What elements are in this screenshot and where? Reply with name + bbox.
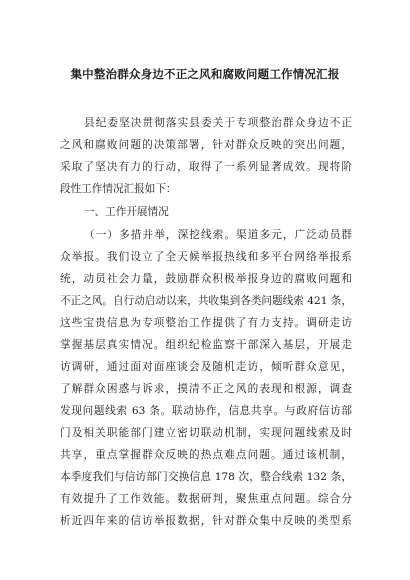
intro-line-4: 段性工作情况汇报如下： xyxy=(60,183,177,195)
body-line-14: 析近四年来的信访举报数据，针对群众集中反映的类型系 xyxy=(60,515,352,527)
body-line-8: 了解群众困惑与诉求，摸清不正之风的表现和根源，调查 xyxy=(60,383,352,395)
body-line-7: 访调研，通过面对面座谈会及随机走访，倾听群众意见， xyxy=(60,361,352,373)
intro-line-2: 之风和腐败问题的决策部署，针对群众反映的突出问题， xyxy=(60,139,352,151)
body-line-12: 本季度我们与信访部门交换信息 178 次，整合线索 132 条， xyxy=(60,471,352,483)
body-line-9: 发现问题线索 63 条。联动协作，信息共享。与政府信访部 xyxy=(60,405,352,417)
body-line-4: 不正之风。自行动启动以来，共收集到各类问题线索 421 条， xyxy=(60,295,352,307)
body-line-11: 共享，重点掌握群众反映的热点难点问题。通过该机制， xyxy=(60,449,352,461)
body-line-13: 有效提升了工作效能。数据研判，聚焦重点问题。综合分 xyxy=(60,493,352,505)
body-line-3: 统，动员社会力量，鼓励群众积极举报身边的腐败问题和 xyxy=(60,273,352,285)
body-line-1: （一）多措并举，深挖线索。渠道多元，广泛动员群 xyxy=(84,229,352,241)
document-title: 集中整治群众身边不正之风和腐败问题工作情况汇报 xyxy=(70,67,340,81)
body-line-2: 众举报。我们设立了全天候举报热线和多平台网络举报系 xyxy=(60,251,352,263)
intro-line-1: 县纪委坚决贯彻落实县委关于专项整治群众身边不正 xyxy=(84,117,352,129)
section-heading: 一、工作开展情况 xyxy=(84,206,169,218)
body-line-5: 这些宝贵信息为专项整治工作提供了有力支持。调研走访 xyxy=(60,317,352,329)
body-line-10: 门及相关职能部门建立密切联动机制，实现问题线索及时 xyxy=(60,427,352,439)
intro-line-3: 采取了坚决有力的行动，取得了一系列显著成效。现将阶 xyxy=(60,161,352,173)
body-line-6: 掌握基层真实情况。组织纪检监察干部深入基层，开展走 xyxy=(60,339,352,351)
